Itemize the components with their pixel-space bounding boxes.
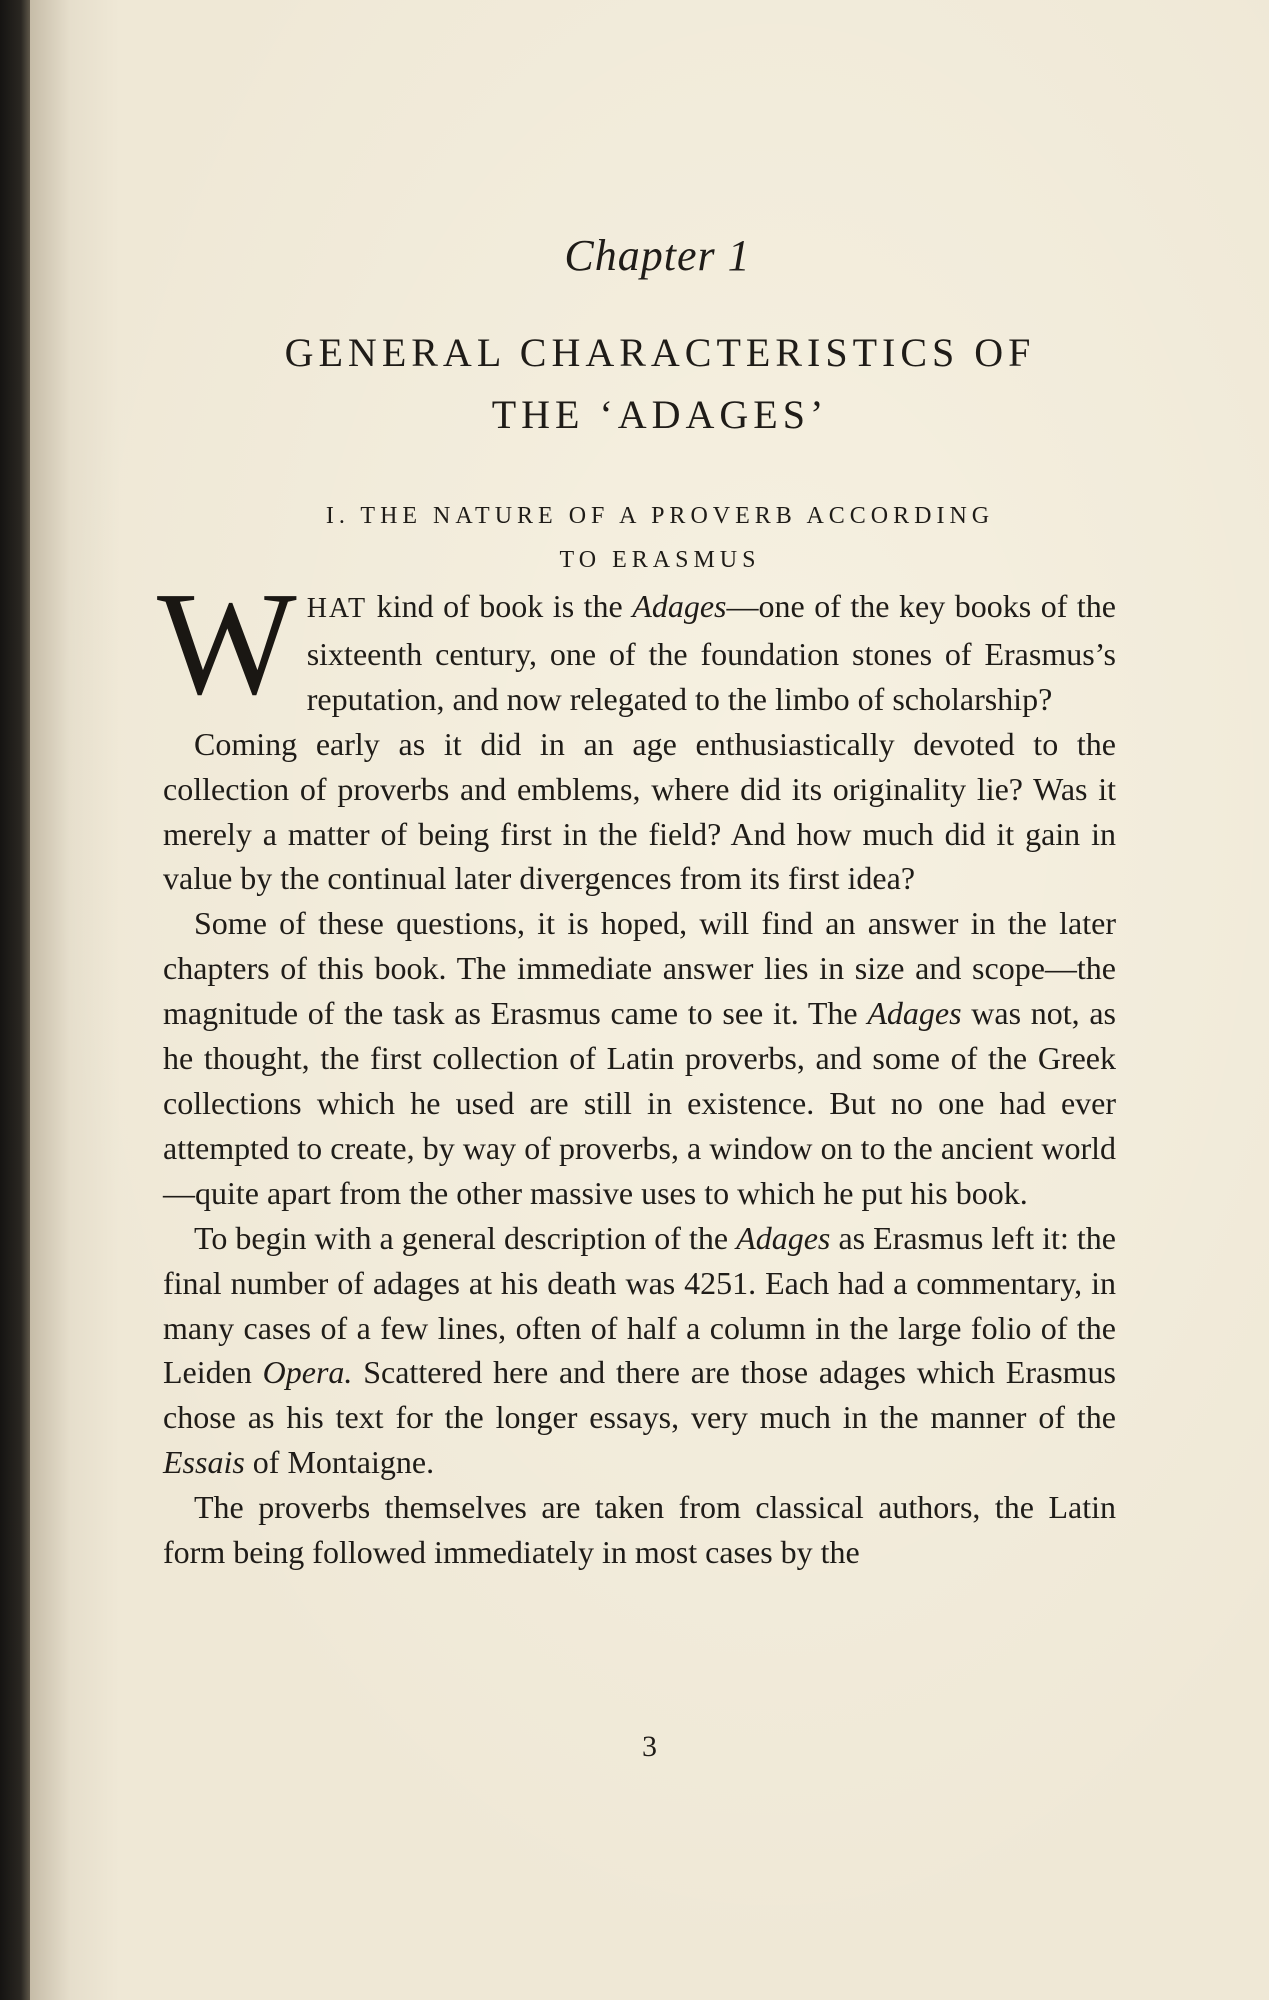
paragraph-4-text-d: of Montaigne. [244,1444,435,1481]
chapter-title-line-1: GENERAL CHARACTERISTICS OF [284,330,1036,375]
paragraph-4-text-c: Scattered here and there are those adages which Erasmus chose as his text for the longer essays, very much in the manner of the [163,1354,1117,1436]
chapter-label: Chapter 1 [564,231,751,280]
paragraph-5: The proverbs themselves are taken from classical authors, the Latin form being followed immediately in most cases by the [163,1489,1116,1571]
paragraph-3-text-b: was not, as he thought, the first collection of Latin proverbs, and some of the Greek collections which he used are still in existence. But no one had ever attempted to create, by way of proverbs, a window on to the ancient world—quite apart from the other massive uses to which he put his book. [163,995,1117,1211]
paragraph-4-text-b: as Erasmus left it: the final number of adages at his death was 4251. Each had a commentary, in many cases of a few lines, often of half a column in the large folio of the Leiden [163,1219,1117,1391]
italic-opera: Opera. [262,1354,353,1391]
italic-adages: Adages [632,588,727,624]
paragraph-3-text-a: Some of these questions, it is hoped, will find an answer in the later chapters of this book. The immediate answer lies in size and scope—the magnitude of the task as Erasmus came to see it. The [163,905,1116,1032]
opening-small-caps: HAT [306,593,368,624]
chapter-title-line-2: THE ‘ADAGES’ [491,392,829,437]
section-heading-line-2: TO ERASMUS [559,547,761,573]
paragraph-1 [157,562,1117,726]
section-heading [240,494,1080,582]
italic-essais: Essais [163,1444,245,1481]
paragraph-4-text-a: To begin with a general description of the [194,1219,737,1256]
body-text [157,562,1117,1575]
paragraph-1-text-b: —one of the key books of the sixteenth century, one of the foundation stones of Erasmus’s reputation, and now relegated to the limbo of scholarship? [306,588,1117,717]
book-page [30,0,1269,2000]
italic-adages: Adages [736,1219,831,1256]
paragraph-2: Coming early as it did in an age enthusiastically devoted to the collection of proverbs and emblems, where did its originality lie? Was it merely a matter of being first in the field? And how much did it gain in value by the continual later divergences from its first idea? [163,725,1116,897]
paragraph-3 [163,901,1116,1215]
page-number: 3 [642,1730,657,1763]
chapter-title [160,322,1160,446]
section-heading-line-1: I. THE NATURE OF A PROVERB ACCORDING [325,503,995,529]
paragraph-1-text-a: kind of book is the [367,588,633,624]
drop-cap: W [157,562,297,726]
italic-adages: Adages [867,995,962,1032]
paragraph-4 [163,1216,1116,1485]
